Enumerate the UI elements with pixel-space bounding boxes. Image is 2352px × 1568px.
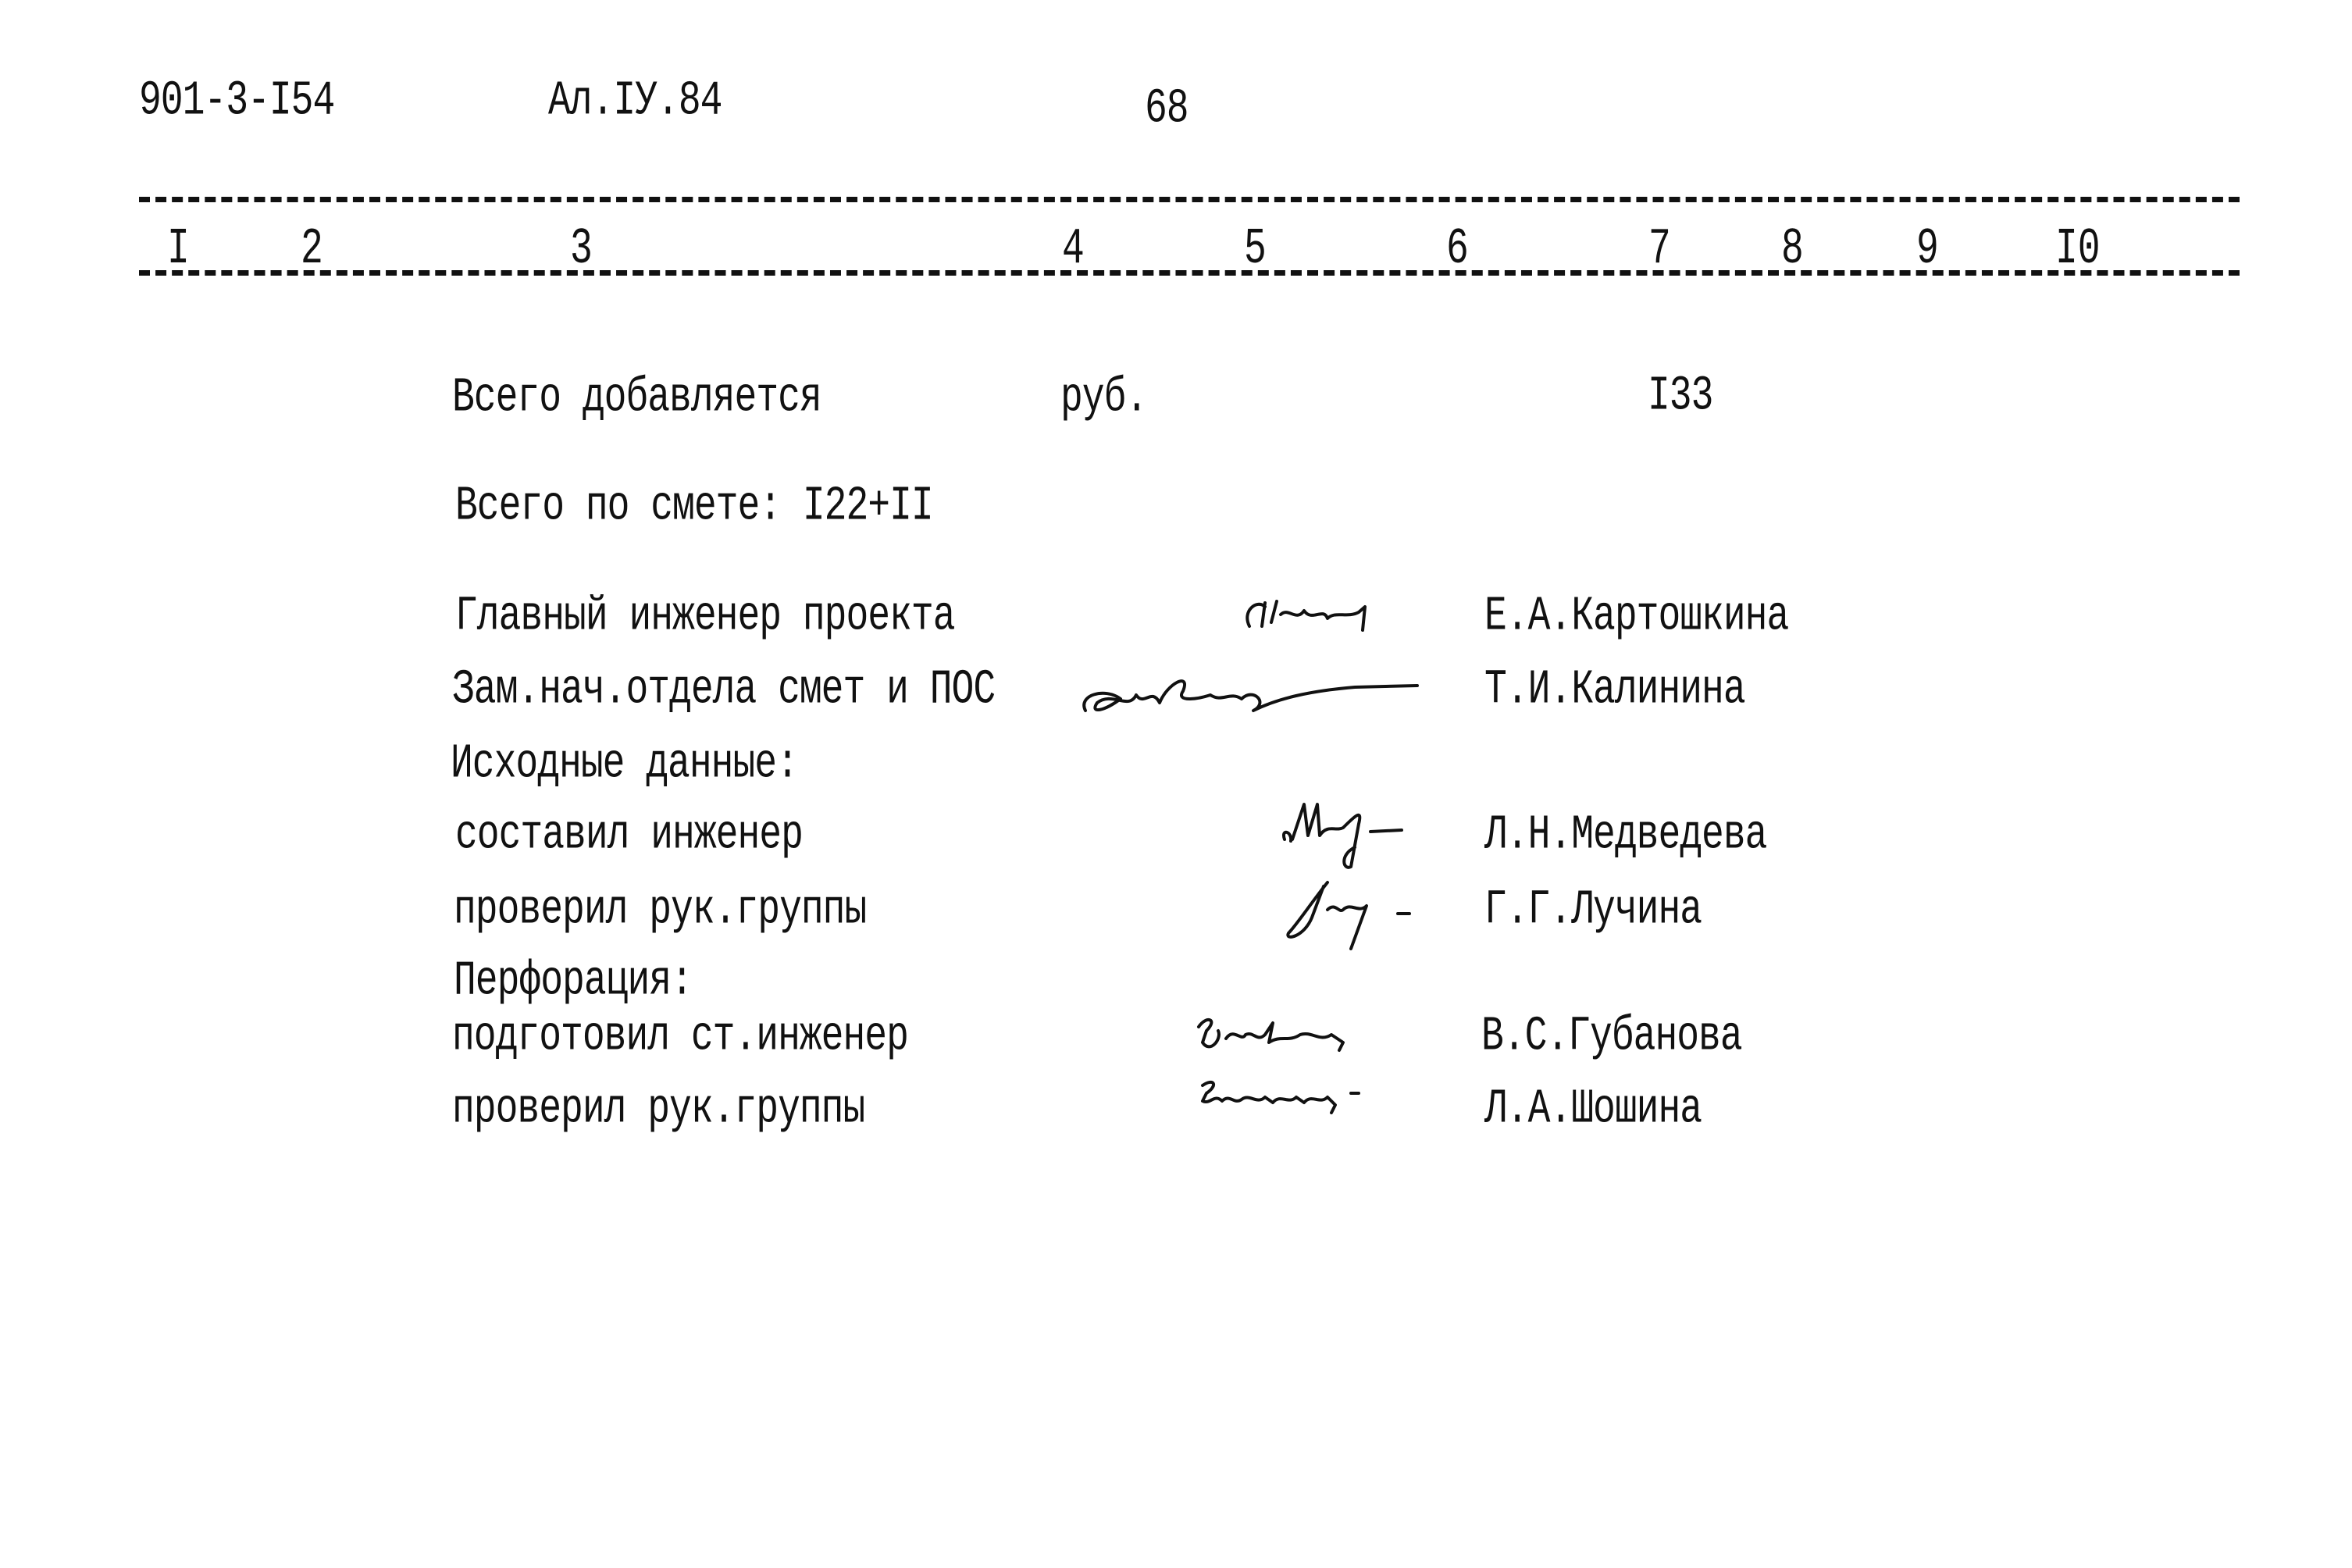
signature-luchina [1281, 871, 1437, 957]
document-code: 901-3-I54 [139, 73, 335, 130]
header-divider-top [139, 197, 2240, 202]
total-added-unit: руб. [1060, 370, 1148, 426]
name-kalinina: Т.И.Калинина [1484, 662, 1745, 718]
column-number: 2 [301, 221, 323, 279]
role-prepared-by: подготовил ст.инженер [452, 1009, 908, 1065]
column-number: 5 [1244, 221, 1267, 279]
column-number: I [167, 221, 190, 279]
header-divider-bottom [139, 270, 2240, 276]
column-number: I0 [2055, 221, 2101, 279]
name-shoshina: Л.А.Шошина [1484, 1082, 1702, 1138]
signature-shoshina [1191, 1070, 1409, 1124]
estimate-total: Всего по смете: I22+II [455, 479, 933, 535]
column-number: 6 [1446, 221, 1469, 279]
signature-medvedeva [1269, 793, 1441, 878]
source-data-heading: Исходные данные: [451, 736, 798, 793]
column-number: 4 [1062, 221, 1085, 279]
column-number: 7 [1648, 221, 1671, 279]
column-number: 8 [1781, 221, 1804, 279]
role-checked-by: проверил рук.группы [454, 882, 867, 939]
role-chief-engineer: Главный инженер проекта [455, 589, 955, 645]
role-compiled-by: составил инженер [455, 807, 803, 864]
total-added-label: Всего добавляется [452, 370, 821, 426]
signature-kalinina [1074, 656, 1433, 726]
name-medvedeva: Л.Н.Медведева [1484, 807, 1767, 864]
total-added-value: I33 [1648, 369, 1713, 425]
role-checked-by-2: проверил рук.группы [452, 1082, 865, 1138]
name-luchina: Г.Г.Лучина [1484, 882, 1702, 939]
column-number: 9 [1916, 221, 1939, 279]
signature-kartoshkina [1234, 587, 1390, 642]
perforation-heading: Перфорация: [454, 953, 693, 1010]
name-gubanova: В.С.Губанова [1481, 1009, 1742, 1065]
role-deputy-head: Зам.нач.отдела смет и ПОС [452, 662, 996, 718]
page-number: 68 [1145, 81, 1188, 137]
column-number: 3 [570, 221, 593, 279]
name-kartoshkina: Е.А.Картошкина [1484, 589, 1789, 645]
album-number: Ал.IУ.84 [548, 73, 722, 130]
signature-gubanova [1187, 1007, 1390, 1070]
